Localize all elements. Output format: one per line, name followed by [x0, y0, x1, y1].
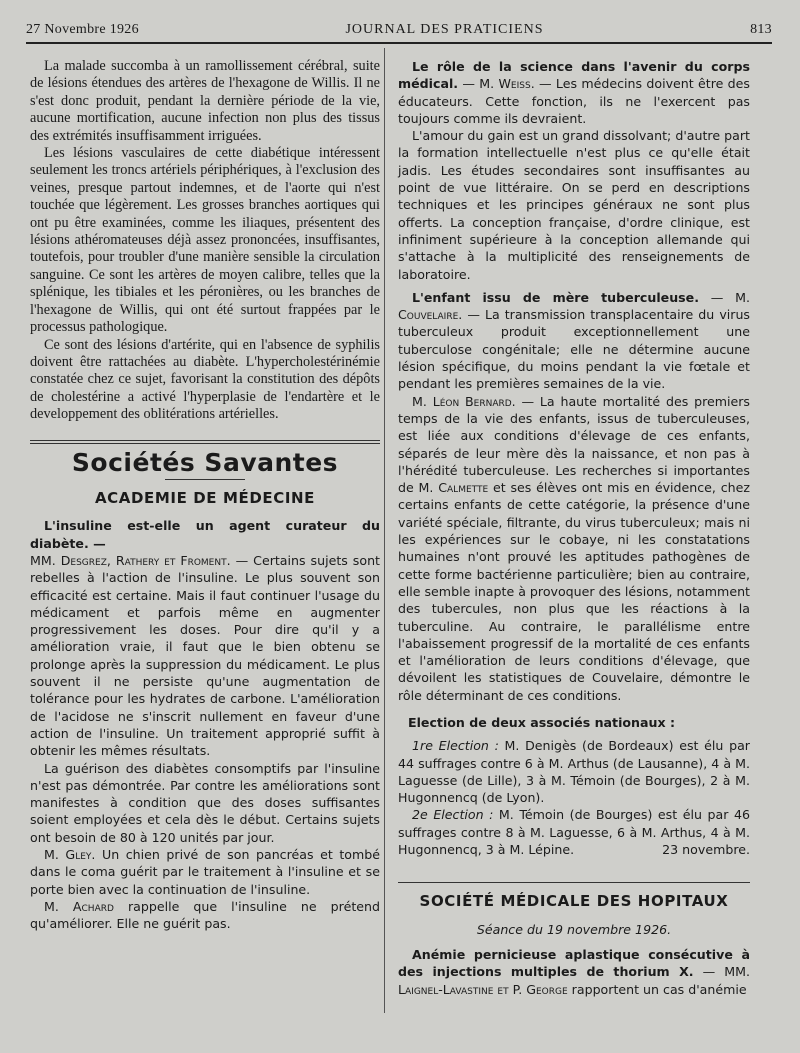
- paragraph: Ce sont des lésions d'artérite, qui en l'absence de syphilis doivent être rattachées au diabète. L'hypercholestérinémie constatée chez ce sujet, favorisant la constitution des dépôts de cholestérine a activé l'hyperplasie de l'endartère et le developpement des oblitérations artérielles.: [30, 336, 380, 423]
- paragraph: [398, 806, 750, 858]
- author-names: — MM. Laignel-Lavastine et P. George: [398, 964, 750, 997]
- article-text: Un chien privé de son pancréas et tombé dans le coma guérit par le traitement à l'insuline et se porte bien avec la continuation de l'insuline.: [30, 846, 380, 897]
- seance-date: Séance du 19 novembre 1926.: [476, 921, 672, 937]
- article-title: Anémie pernicieuse aplastique consécutive à des injections multiples de thorium X.: [398, 946, 750, 980]
- paragraph: [398, 737, 750, 806]
- paragraph: [398, 58, 750, 127]
- subsection-title: ACADEMIE DE MÉDECINE: [94, 488, 316, 507]
- article-text: — La transmission transplacentaire du virus tuberculeux produit exceptionnellement une tuberculose congénitale; elle ne détermine aucune lésion spécifique, du moins pendant la vie fœtale et pendant les premières semaines de la vie.: [398, 307, 750, 392]
- election-title: Election de deux associés nationaux :: [408, 714, 676, 730]
- article-text: rappelle que l'insuline ne prétend qu'améliorer. Elle ne guérit pas.: [30, 898, 380, 932]
- article-text: et ses élèves ont mis en évidence, chez certains enfants de cette catégorie, la présence d'une variété spéciale, filtrante, du virus tuberculeux; mais ni les expériences sur le cobaye, ni les constatations humaines n'ont prouvé les aptitudes pathogènes de cette forme bactérienne particulière; bien au contraire, elle semble inapte à provoquer des lésions, notamment des tubercules, non plus que les réactions à la tuberculine. Au contraire, le parallélisme entre l'abaissement progressif de la mortalité de ces enfants et l'amélioration de leurs conditions d'élevage, que dévoilent les statistiques de Couvelaire, démontre le rôle déterminant de ces conditions.: [398, 480, 750, 703]
- paragraph: [398, 393, 750, 704]
- divider: [165, 479, 245, 480]
- election-label: 1re Election :: [412, 738, 499, 754]
- election-text: M. Témoin (de Bourges) est élu par 46 suffrages contre 8 à M. Laguesse, 6 à M. Arthus, 4 à M. Hugonnencq, 3 à M. Lépine.: [398, 807, 750, 858]
- paragraph: [398, 289, 750, 393]
- left-column: [30, 58, 380, 932]
- article-text: — Les médecins doivent être des éducateurs. Cette fonction, ils ne l'exercent pas toujours comme ils devraient.: [398, 76, 750, 126]
- paragraph: La guérison des diabètes consomptifs par l'insuline n'est pas démontrée. Par contre les améliorations sont manifestes à condition que des doses suffisantes soient employées et cela dès le début. Certains sujets ont besoin de 80 à 120 unités par jour.: [30, 760, 380, 845]
- author-name: — M. Weiss.: [458, 76, 535, 92]
- column-divider: [384, 48, 385, 1013]
- author-name: M. Achard: [44, 898, 114, 914]
- author-names: MM. Desgrez, Rathery et Froment.: [30, 552, 231, 568]
- header-rule: [26, 42, 772, 44]
- right-column: [398, 58, 750, 998]
- paragraph: [30, 898, 380, 933]
- section-rules: [398, 882, 750, 883]
- header-date: 27 Novembre 1926: [26, 22, 139, 37]
- section-title: Sociétés Savantes: [71, 447, 339, 477]
- article-text: — Certains sujets sont rebelles à l'action de l'insuline. Le plus souvent son efficacité est certaine. Mais il faut continuer l'usage du médicament et parfois même en augmenter progressivement les doses. Pour dire qu'il y a amélioration vraie, il faut que le bien obtenu se prolonge après la suppression du médicament. Le plus souvent il ne persiste qu'une augmentation de tolérance pour les hydrates de carbone. L'amélioration de l'acidose ne s'inscrit nullement en faveur d'une action de l'insuline. Un traitement approprié suffit à obtenir les mêmes résultats.: [30, 552, 380, 759]
- article-title: L'insuline est-elle un agent curateur du diabète. —: [30, 518, 380, 551]
- paragraph: L'amour du gain est un grand dissolvant; d'autre part la formation intellectuelle n'est plus ce qu'elle était jadis. Les études secondaires sont insuffisantes au point de vue littéraire. On se perd en descriptions techniques et les principes généraux ne sont plus offerts. La conception française, d'ordre clinique, est infiniment supérieure à la conception allemande qui s'attache à la multiplicité des renseignements de laboratoire.: [398, 128, 750, 282]
- author-name: Calmette: [438, 480, 489, 496]
- academie-body: [30, 517, 380, 932]
- paragraph: [398, 946, 750, 998]
- election-label: 2e Election :: [412, 807, 494, 823]
- section-rules: [30, 440, 380, 444]
- report-date: 23 novembre.: [662, 842, 750, 858]
- author-name: M. Léon Bernard.: [412, 393, 516, 409]
- article-title: L'enfant issu de mère tuberculeuse.: [412, 289, 699, 305]
- article-title: Le rôle de la science dans l'avenir du corps médical.: [398, 59, 750, 92]
- article-text: — La haute mortalité des premiers temps de la vie des enfants, issus de tuberculeuses, est liée aux conditions d'élevage de ces enfants, séparés de leur mère dès la naissance, et non pas à l'hérédité tuberculeuse. Les recherches si importantes de M.: [398, 393, 750, 496]
- paragraph: [30, 552, 380, 760]
- page-header: [26, 22, 772, 38]
- subsection-title: SOCIÉTÉ MÉDICALE DES HOPITAUX: [419, 892, 729, 911]
- page-number: 813: [750, 22, 772, 37]
- author-name: — M. Couvelaire.: [398, 289, 750, 323]
- election-text: M. Denigès (de Bordeaux) est élu par 44 suffrages contre 6 à M. Arthus (de Lausanne), 4 à M. Laguesse (de Lille), 3 à M. Témoin (de Bourges), 2 à M. Hugonnencq (de Lyon).: [398, 738, 750, 806]
- paragraph: [30, 846, 380, 898]
- paragraph: Les lésions vasculaires de cette diabétique intéressent seulement les troncs artériels périphériques, à l'exclusion des veines, presque partout indemnes, et de l'aorte qui n'est touchée que légèrement. Les grosses branches aortiques qui ont pu être examinées, comme les iliaques, présentent des lésions athéromateuses déjà assez prononcées, insuffisantes, toutefois, pour troubler d'une manière sensible la circulation sanguine. Ce sont les artères de moyen calibre, telles que la splénique, les tibiales et les péronières, ou les branches de l'hexagone de Willis, qui ont été surtout frappées par le processus pathologique.: [30, 145, 380, 336]
- article-text: rapportent un cas d'anémie: [567, 981, 747, 997]
- journal-title: JOURNAL DES PRATICIENS: [345, 22, 544, 37]
- paragraph: La malade succomba à un ramollissement cérébral, suite de lésions étendues des artères de l'hexagone de Willis. Il ne s'est donc produit, pendant la dernière période de la vie, aucune mortification, aucune infection non plus des tissus des extrémités insuffisamment irriguées.: [30, 58, 380, 144]
- author-name: M. Gley.: [44, 846, 96, 862]
